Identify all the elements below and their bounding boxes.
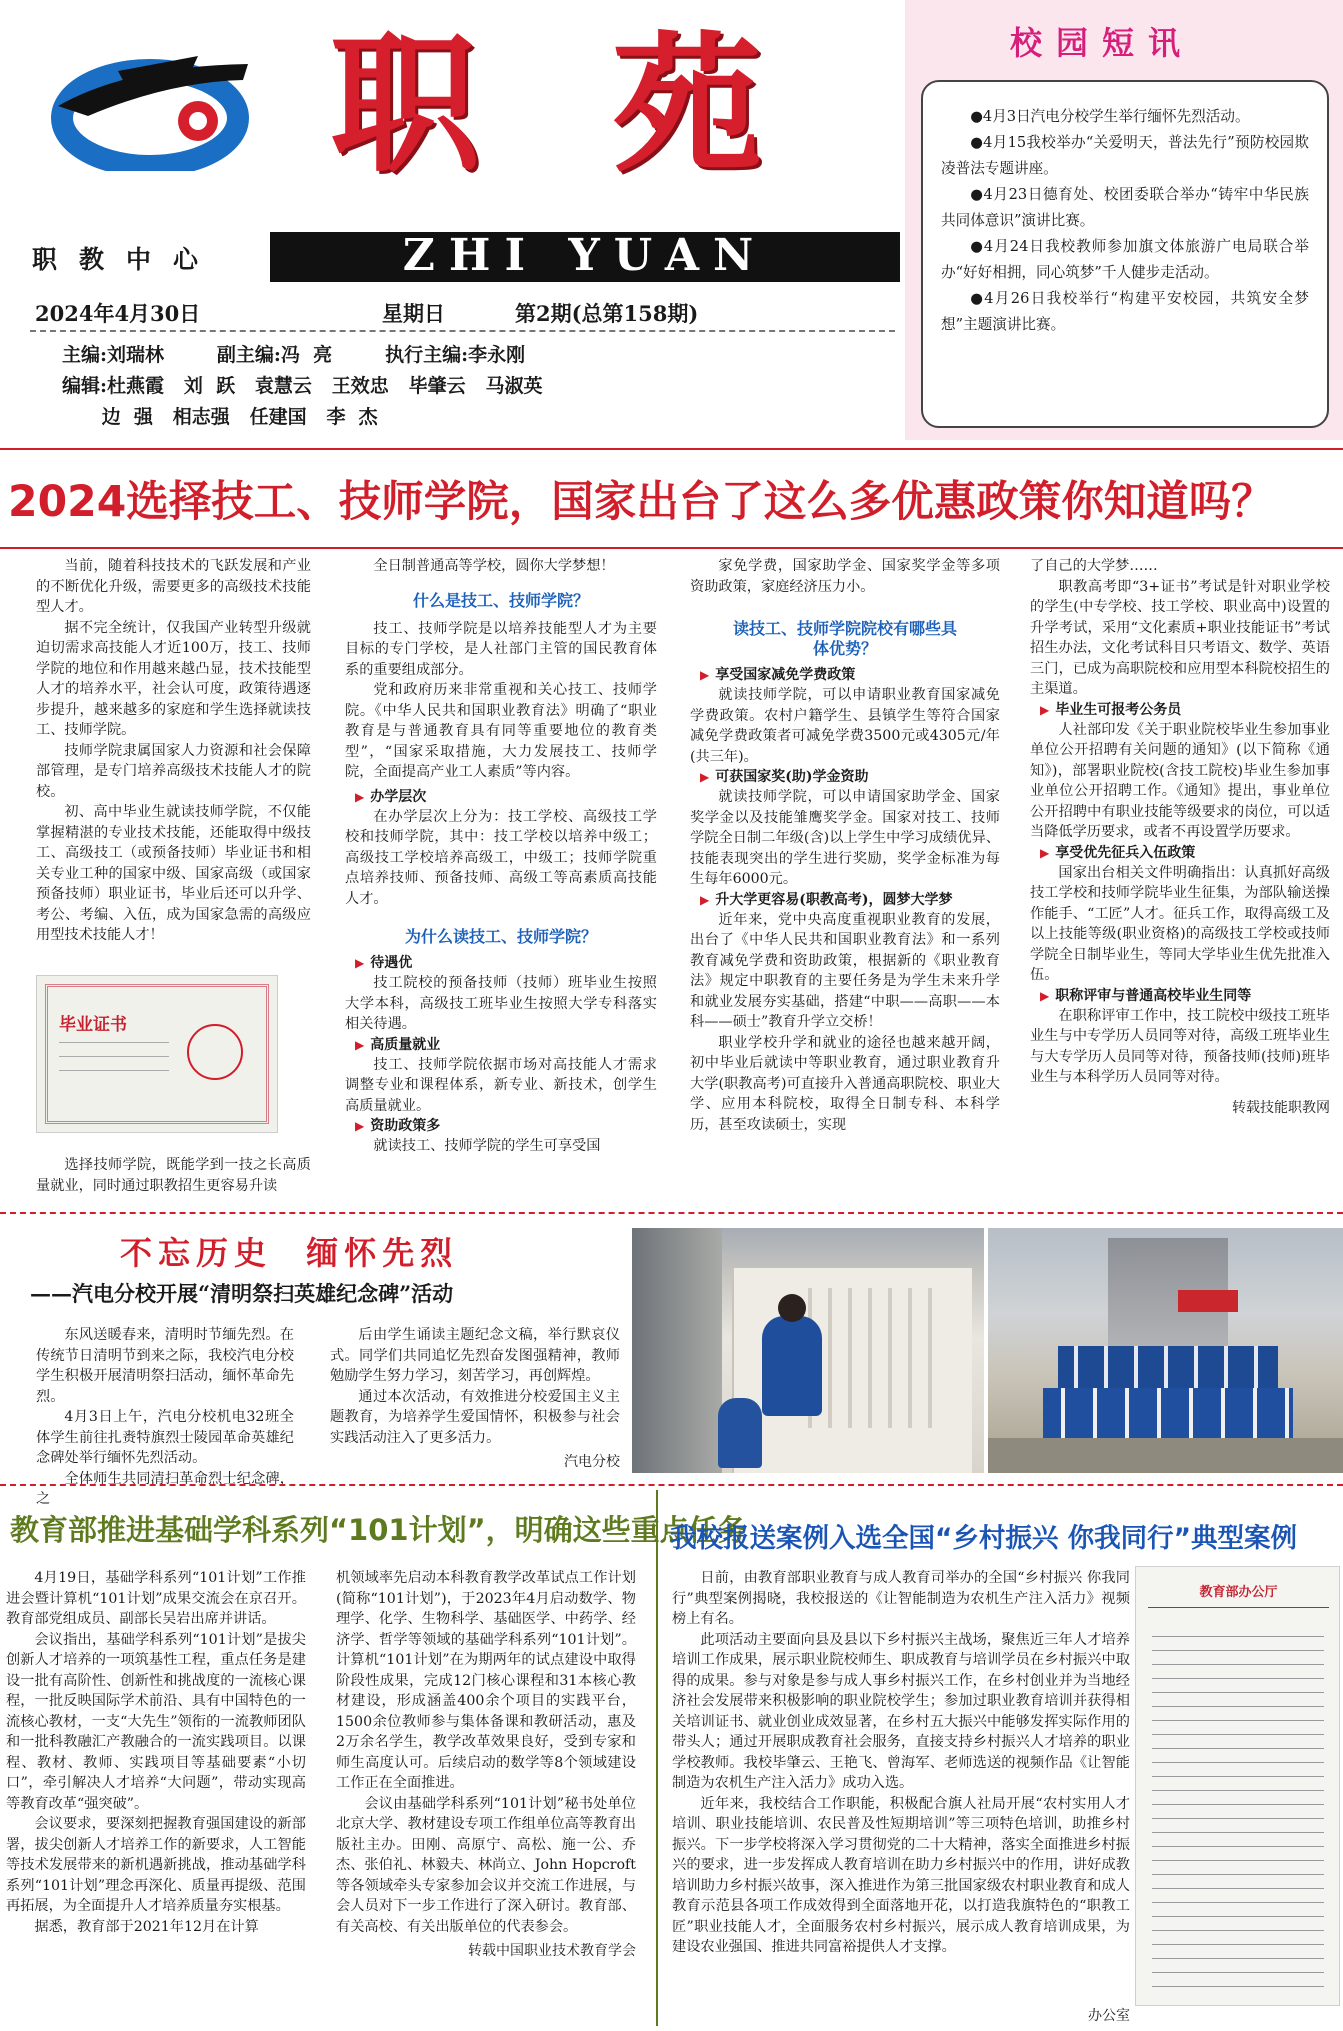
document-header: 教育部办公厅 [1199, 1585, 1278, 1600]
masthead-pinyin: ZHI YUAN [270, 232, 900, 282]
paragraph: 全体师生共同清扫革命烈士纪念碑，之 [36, 1470, 294, 1507]
department-name: 职教中心 [32, 245, 221, 274]
article3-col2 [336, 1568, 636, 1961]
article1-col1 [36, 556, 311, 946]
paragraph: 职业学校升学和就业的途径也越来越开阔，初中毕业后就读中等职业教育，通过职业教育升大学(职教高考)可直接升入普通高职院校、职业大学、应用本科院校，取得全日制专科、本科学历，甚至攻读硕士，实现 [690, 1034, 1000, 1133]
paragraph: 日前，由教育部职业教育与成人教育司举办的全国“乡村振兴 你我同行”典型案例揭晓，我校报送的《让智能制造为农机生产注入活力》视频榜上有名。 [672, 1570, 1130, 1627]
paragraph: 当前，随着科技技术的飞跃发展和产业的不断优化升级，需要更多的高级技术技能型人才。 [36, 558, 311, 615]
marker-heading: ▶ 资助政策多 [345, 1116, 657, 1136]
paragraph: 会议要求，要深刻把握教育强国建设的新部署，拔尖创新人才培养工作的新要求，人工智能等技术发展带来的新机遇新挑战，推动基础学科系列“101计划”理念再深化、质量再提级、范围再拓展，为全面提升人才培养质量夯实根基。 [6, 1816, 306, 1914]
paragraph: 4月19日，基础学科系列“101计划”工作推进会暨计算机“101计划”成果交流会在京召开。教育部党组成员、副部长吴岩出席并讲话。 [6, 1570, 306, 1627]
article2-col2 [330, 1325, 620, 1472]
marker-heading: ▶ 毕业生可报考公务员 [1030, 700, 1330, 720]
paragraph: 全日制普通高等学校，圆你大学梦想！ [373, 558, 615, 574]
column-separator [656, 1490, 658, 2026]
paragraph: 在职称评审工作中，技工院校中级技工班毕业生与中专学历人员同等对待，高级工班毕业生与大专学历人员同等对待，预备技师(技师)班毕业生与本科学历人员同等对待。 [1030, 1007, 1330, 1085]
article1-col2 [345, 556, 657, 1157]
article1-col4 [1030, 556, 1330, 1118]
article2-col1 [36, 1325, 294, 1510]
paragraph: 4月3日上午，汽电分校机电32班全体学生前往扎赉特旗烈士陵园革命英雄纪念碑处举行缅怀先烈活动。 [36, 1409, 294, 1466]
marker-heading: ▶ 办学层次 [345, 787, 657, 807]
paragraph: 在办学层次上分为：技工学校、高级技工学校和技师学院，其中：技工学校以培养中级工；高级技工学校培养高级工，中级工；技师学院重点培养技师、预备技师、高级工等高素质高技能人才。 [345, 808, 657, 907]
paragraph: 近年来，我校结合工作职能，积极配合旗人社局开展“农村实用人才培训、职业技能培训、农民普及性短期培训”等三项特色培训，助推乡村振兴。下一步学校将深入学习贯彻党的二十大精神，落实全面推进乡村振兴的要求，进一步发挥成人教育培训在助力乡村振兴中的作用，讲好成教培训助力乡村振兴故事，深入推进作为第三批国家级农村职业教育和成人教育示范县各项工作成效得到全面落地开花，以打造我旗特色的“职教工匠”职业技能人才，全面服务农村乡村振兴，展示成人教育培训成果，为建设农业强国、推进共同富裕提供人才支撑。 [672, 1795, 1130, 1955]
paragraph: 近年来，党中央高度重视职业教育的发展，出台了《中华人民共和国职业教育法》和一系列教育减免学费和资助政策，根据新的《职业教育法》规定中职教育的主要任务是为学生未来升学和就业发展夯实基础，搭建“中职——高职——本科——硕士”教育升学立交桥！ [690, 911, 1000, 1030]
article3-col1 [6, 1568, 306, 1937]
marker-heading: ▶ 高质量就业 [345, 1035, 657, 1055]
paragraph: 后由学生诵读主题纪念文稿，举行默哀仪式。同学们共同追忆先烈奋发图强精神，教师勉励学生努力学习，刻苦学习，再创辉煌。 [330, 1327, 620, 1384]
issue-date: 2024年4月30日 [35, 301, 201, 326]
paragraph: 就读技工、技师学院的学生可享受国 [373, 1138, 601, 1154]
brief-item: ●4月3日汽电分校学生举行缅怀先烈活动。 [970, 108, 1250, 125]
paragraph: 党和政府历来非常重视和关心技工、技师学院。《中华人民共和国职业教育法》明确了“职业教育是与普通教育具有同等重要地位的教育类型”，“国家采取措施，大力发展技工、技师学院，全面提高产业工人素质”等内容。 [345, 682, 657, 780]
paragraph: 据悉，教育部于2021年12月在计算 [34, 1918, 259, 1935]
paragraph: 技工、技师学院依据市场对高技能人才需求调整专业和课程体系，新专业、新技术，创学生高质量就业。 [345, 1056, 657, 1114]
article2-credit: 汽电分校 [564, 1454, 620, 1470]
masthead-title: 职 苑 [330, 17, 803, 193]
issue-weekday: 星期日 [382, 301, 445, 326]
paragraph: 据不完全统计，仅我国产业转型升级就迫切需求高技能人才近100万，技工、技师学院的地位和作用越来越凸显，技术技能型人才的培养水平，社会认可度，政策待遇逐步提升，越来越多的家庭和学生选择就读技工、技师学院。 [36, 619, 311, 738]
paragraph: 选择技师学院，既能学到一技之长高质量就业，同时通过职教招生更容易升读 [36, 1157, 311, 1194]
paragraph: 技工、技师学院是以培养技能型人才为主要目标的专门学校，是人社部门主管的国民教育体系的重要组成部分。 [345, 620, 657, 678]
article3-divider [0, 1484, 1343, 1486]
masthead [0, 0, 900, 430]
article2-title: 不忘历史 缅怀先烈 [120, 1234, 459, 1272]
paragraph: 会议指出，基础学科系列“101计划”是拔尖创新人才培养的一项筑基性工程，重点任务是建设一批有高阶性、创新性和挑战度的一流核心课程，一批反映国际学术前沿、具有中国特色的一流核心教材，一支“大先生”领衔的一流教师团队和一批科教融汇产教融合的一流实践项目。以课程、教材、教师、实践项目等基础要素“小切口”，牵引解决人才培养“大问题”，带动实现高等教育改革“强突破”。 [6, 1631, 306, 1812]
marker-heading: ▶ 可获国家奖(助)学金资助 [690, 767, 1000, 787]
certificate-seal-icon [187, 1024, 243, 1080]
article1-col3 [690, 556, 1000, 1135]
brief-item: ●4月23日德育处、校团委联合举办“铸牢中华民族共同体意识”演讲比赛。 [941, 186, 1309, 229]
marker-heading: ▶ 待遇优 [345, 953, 657, 973]
marker-heading: ▶ 升大学更容易(职教高考)，圆梦大学梦 [690, 890, 1000, 910]
article1-rule-bottom [0, 547, 1343, 549]
article2-subtitle: ——汽电分校开展“清明祭扫英雄纪念碑”活动 [30, 1281, 454, 1306]
briefs-box [921, 80, 1329, 428]
school-logo-icon [48, 46, 253, 171]
official-document-scan [1135, 1566, 1340, 2006]
article1-rule-top [0, 448, 1343, 450]
marker-heading: ▶ 职称评审与普通高校毕业生同等 [1030, 986, 1330, 1006]
paragraph: 初、高中毕业生就读技师学院，不仅能掌握精湛的专业技术技能，还能取得中级技工、高级技工（或预备技师）毕业证书和相关专业工种的国家中级、国家高级（或国家预备技师）职业证书，毕业后还可以升学、考公、考编、入伍，成为国家急需的高级应用型技术技能人才！ [36, 804, 311, 943]
briefs-title: 校园短讯 [1010, 24, 1195, 62]
paragraph: 国家出台相关文件明确指出：认真抓好高级技工学校和技师学院毕业生征集，为部队输送操作能手、“工匠”人才。征兵工作，取得高级工及以上技能等级(职业资格)的高级技工学校或技师学院全日制毕业生，等同大学毕业生优先批准入伍。 [1030, 864, 1330, 983]
issue-number: 第2期(总第158期) [515, 301, 699, 326]
monument-cleaning-photo [632, 1228, 984, 1473]
article1-col1-end [36, 1155, 311, 1196]
article3-credit: 转载中国职业技术教育学会 [468, 1943, 636, 1959]
paragraph: 家免学费，国家助学金、国家奖学金等多项资助政策，家庭经济压力小。 [690, 558, 1000, 595]
article4-col1 [672, 1568, 1130, 1958]
staff-line-3: 边 强 相志强 任建国 李 杰 [62, 406, 378, 428]
certificate-photo [36, 975, 278, 1133]
article1-headline: 2024选择技工、技师学院，国家出台了这么多优惠政策你知道吗？ [8, 478, 1274, 527]
article3-headline: 教育部推进基础学科系列“101计划”，明确这些重点任务 [10, 1513, 747, 1547]
paragraph: 了自己的大学梦…… [1030, 558, 1158, 574]
paragraph: 技师学院隶属国家人力资源和社会保障部管理，是专门培养高级技术技能人才的院校。 [36, 742, 311, 800]
article4-headline: 我校报送案例入选全国“乡村振兴 你我同行”典型案例 [670, 1523, 1298, 1554]
paragraph: 机领域率先启动本科教育教学改革试点工作计划(简称“101计划”)，于2023年4月启动数学、物理学、化学、生物科学、基础医学、中药学、经济学、哲学等领域的基础学科系列“101计划”。计算机“101计划”在为期两年的试点建设中取得阶段性成果，完成12门核心课程和31本核心教材建设，形成涵盖400余个项目的实践平台，1500余位教师参与集体备课和教研活动，惠及2万余名学生，教学改革效果良好，受到专家和师生高度认可。后续启动的数学等8个领域建设工作正在全面推进。 [336, 1570, 636, 1791]
article1-subhead-2: 为什么读技工、技师学院？ [404, 927, 597, 946]
article1-subhead-1: 什么是技工、技师学院？ [412, 590, 589, 610]
staff-line-1: 主编:刘瑞林 副主编:冯 亮 执行主编:李永刚 [62, 344, 526, 366]
brief-item: ●4月26日我校举行“构建平安校园，共筑安全梦想”主题演讲比赛。 [941, 290, 1309, 333]
paragraph: 技工院校的预备技师（技师）班毕业生按照大学本科，高级技工班毕业生按照大学专科落实相关待遇。 [345, 975, 657, 1032]
article4-credit: 办公室 [1088, 2008, 1130, 2024]
paragraph: 职教高考即“3+证书”考试是针对职业学校的学生(中专学校、技工学校、职业高中)设置的升学考试，采用“文化素质+职业技能证书”考试招生办法，文化考试科目只考语文、数学、英语三门，已成为高职院校和应用型本科院校招生的主渠道。 [1030, 578, 1330, 697]
certificate-label: 毕业证书 [59, 1015, 127, 1035]
paragraph: 此项活动主要面向县及县以下乡村振兴主战场，聚焦近三年人才培养培训工作成果，展示职业院校师生、职成教育与培训学员在乡村振兴中取得的成果。参与对象是参与成人事乡村振兴工作，在乡村创业并为当地经济社会发展带来积极影响的职业院校学生；参加过职业教育培训并获得相关培训证书、就业创业成效显著，在乡村五大振兴中能够发挥实际作用的带头人；通过开展职成教育社会服务，直接支持乡村振兴人才培养的职业学校教师。我校毕肇云、王艳飞、曾海军、老师选送的视频作品《让智能制造为农机生产注入活力》成功入选。 [672, 1631, 1130, 1791]
group-photo [988, 1228, 1343, 1473]
article2-divider [0, 1212, 1343, 1214]
article1-credit: 转载技能职教网 [1232, 1099, 1330, 1116]
paragraph: 东风送暖春来，清明时节缅先烈。在传统节日清明节到来之际，我校汽电分校学生积极开展清明祭扫活动，缅怀革命先烈。 [36, 1327, 294, 1405]
briefs-panel [905, 0, 1343, 440]
paragraph: 通过本次活动，有效推进分校爱国主义主题教育，为培养学生爱国情怀，积极参与社会实践活动注入了更多活力。 [330, 1388, 620, 1446]
article1-subhead-3: 读技工、技师学院院校有哪些具体优势？ [732, 619, 957, 658]
marker-heading: ▶ 享受优先征兵入伍政策 [1030, 843, 1330, 863]
staff-line-2: 编辑:杜燕霞 刘 跃 袁慧云 王效忠 毕肇云 马淑英 [62, 375, 543, 397]
paragraph: 就读技师学院，可以申请职业教育国家减免学费政策。农村户籍学生、县镇学生等符合国家减免学费政策者可减免学费3500元或4305元/年(共三年)。 [690, 687, 1000, 765]
brief-item: ●4月24日我校教师参加旗文体旅游广电局联合举办“好好相拥，同心筑梦”千人健步走活动。 [941, 238, 1309, 281]
brief-item: ●4月15我校举办“关爱明天，普法先行”预防校园欺凌普法专题讲座。 [941, 134, 1309, 177]
masthead-divider [30, 330, 895, 332]
paragraph: 会议由基础学科系列“101计划”秘书处单位北京大学、教材建设专项工作组单位高等教育出版社主办。田刚、高原宁、高松、施一公、乔杰、张伯礼、林毅夫、林尚立、John Hopcroft等各领域牵头专家参加会议并交流工作进展，与会人员对下一步工作进行了深入研讨。教育部、有关高校、有关出版单位的代表参会。 [336, 1795, 636, 1935]
paragraph: 就读技师学院，可以申请国家助学金、国家奖学金以及技能雏鹰奖学金。国家对技工、技师学院全日制二年级(含)以上学生中学习成绩优异、技能表现突出的学生进行奖励，奖学金标准为每生每年6000元。 [690, 789, 1000, 887]
paragraph: 人社部印发《关于职业院校毕业生参加事业单位公开招聘有关问题的通知》(以下简称《通知》)，部署职业院校(含技工院校)毕业生参加事业单位公开招聘工作。《通知》提出，事业单位公开招聘中有职业技能等级要求的岗位，可以适当降低学历要求，或者不再设置学历要求。 [1030, 721, 1330, 840]
marker-heading: ▶ 享受国家减免学费政策 [690, 665, 1000, 685]
